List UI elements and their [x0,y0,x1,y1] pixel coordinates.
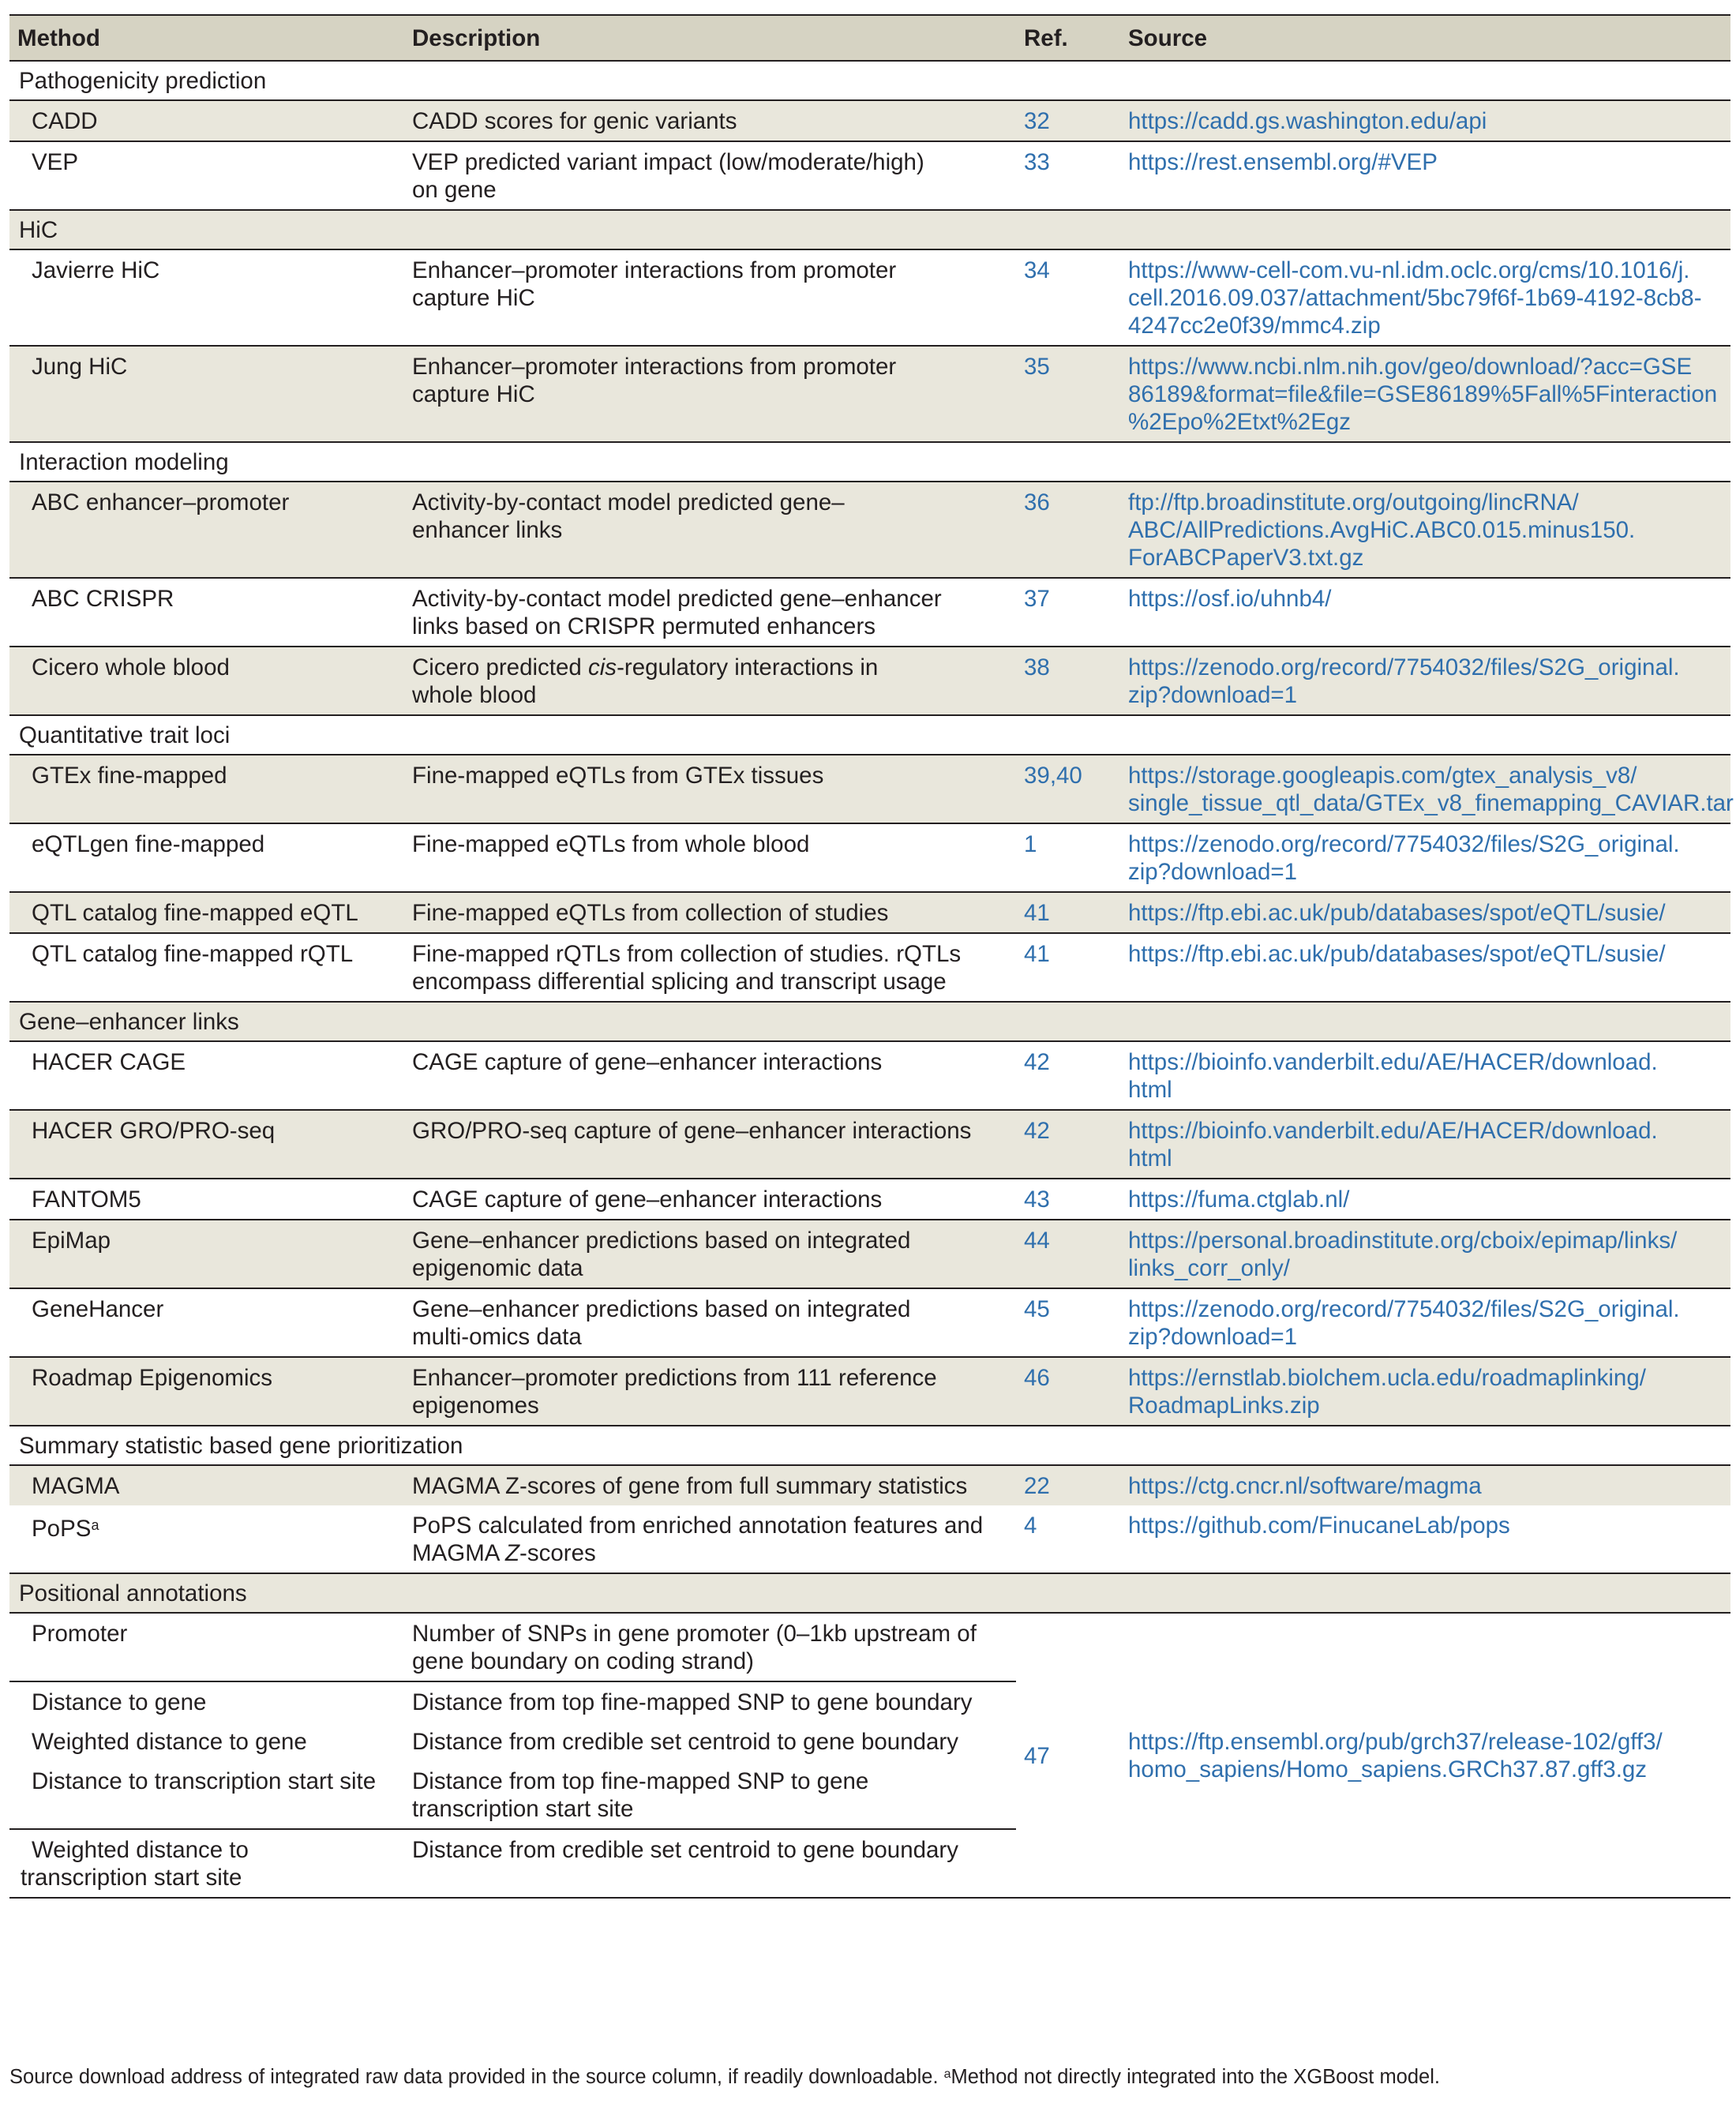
section-row [9,442,1730,482]
source-line: https://zenodo.org/record/7754032/files/S2G_original. [1128,831,1680,857]
table-row [9,1288,1730,1357]
source-line: https://bioinfo.vanderbilt.edu/AE/HACER/download. [1128,1118,1658,1144]
ref-link[interactable]: 32 [1024,108,1050,134]
description-line: epigenomes [412,1393,539,1419]
source-link[interactable] [1117,1288,1730,1357]
ref-link[interactable]: 33 [1024,149,1050,175]
description-line: Enhancer–promoter interactions from promoter [412,257,897,283]
source-line: single_tissue_qtl_data/GTEx_v8_finemapping_CAVIAR.tar [1128,790,1734,816]
footnote-marker: a [943,2067,951,2081]
table-row [9,249,1730,346]
description-line: Enhancer–promoter interactions from promoter [412,354,897,380]
table-row [9,100,1730,141]
header-description: Description [412,24,541,51]
description-text: -regulatory interactions in [617,654,879,680]
description-cell [404,1505,1016,1573]
description-cell [404,578,1016,647]
source-line: cell.2016.09.037/attachment/5bc79f6f-1b69-4192-8cb8- [1128,285,1702,311]
description-line: gene boundary on coding strand) [412,1648,754,1674]
description-line: epigenomic data [412,1255,583,1281]
description-cell: Distance from top fine-mapped SNP to gene boundary [412,1689,973,1715]
source-link[interactable] [1117,482,1730,578]
header-method: Method [17,24,100,51]
ref-link[interactable]: 44 [1024,1228,1050,1254]
source-line: zip?download=1 [1128,859,1298,885]
source-line: %2Epo%2Etxt%2Egz [1128,409,1352,435]
description-cell [404,647,1016,715]
method-cell: VEP [32,149,79,175]
table-row [9,1505,1730,1573]
description-italic: Z [505,1540,520,1566]
description-cell [404,1220,1016,1288]
method-name: PoPS [32,1516,92,1542]
description-cell [404,1357,1016,1426]
ref-link[interactable]: 45 [1024,1296,1050,1322]
description-cell [404,933,1016,1002]
section-title: Positional annotations [19,1580,247,1606]
description-cell: CAGE capture of gene–enhancer interactions [412,1049,883,1075]
method-cell [9,1505,404,1573]
table-header-row [9,15,1730,61]
description-line: Activity-by-contact model predicted gene–enhancer [412,586,942,612]
ref-link[interactable]: 41 [1024,900,1050,926]
source-line: https://bioinfo.vanderbilt.edu/AE/HACER/download. [1128,1049,1658,1075]
source-link[interactable] [1117,755,1734,823]
description-line: Distance from top fine-mapped SNP to gene [412,1768,869,1794]
source-line: ForABCPaperV3.txt.gz [1128,545,1364,571]
source-line: ABC/AllPredictions.AvgHiC.ABC0.015.minus150. [1128,517,1636,543]
source-link[interactable] [1117,1220,1730,1288]
method-cell: eQTLgen fine-mapped [32,831,265,857]
ref-link[interactable]: 47 [1016,1613,1117,1898]
description-cell [404,346,1016,442]
method-cell: Promoter [9,1613,404,1681]
description-line: on gene [412,177,497,203]
source-line: zip?download=1 [1128,1324,1298,1350]
ref-link[interactable]: 42 [1024,1049,1050,1075]
source-line: links_corr_only/ [1128,1255,1290,1281]
method-cell: MAGMA [32,1473,120,1499]
table-row [9,1613,1730,1681]
method-cell: Roadmap Epigenomics [32,1365,272,1391]
source-link[interactable] [1117,249,1730,346]
table-row [9,141,1730,210]
source-line: 86189&format=file&file=GSE86189%5Fall%5Finteraction [1128,381,1718,407]
description-line: Activity-by-contact model predicted gene– [412,489,845,515]
ref-link[interactable]: 1 [1024,831,1037,857]
description-cell: CAGE capture of gene–enhancer interactions [412,1186,883,1213]
method-cell: ABC CRISPR [32,586,174,612]
source-line: https://zenodo.org/record/7754032/files/S2G_original. [1128,654,1680,680]
table-row [9,1179,1730,1220]
section-title: Interaction modeling [19,449,229,475]
description-line: Gene–enhancer predictions based on integrated [412,1228,911,1254]
description-line: multi-omics data [412,1324,582,1350]
method-cell: FANTOM5 [32,1186,141,1213]
source-line: https://www-cell-com.vu-nl.idm.oclc.org/cms/10.1016/j. [1128,257,1690,283]
source-link[interactable] [1117,823,1730,892]
method-line: Weighted distance to [32,1837,249,1863]
section-title: Quantitative trait loci [19,722,231,748]
method-cell: QTL catalog fine-mapped eQTL [32,900,358,926]
section-row [9,1573,1730,1613]
header-ref: Ref. [1024,24,1068,51]
description-line: PoPS calculated from enriched annotation features and [412,1513,984,1539]
source-link[interactable] [1117,346,1730,442]
source-line: RoadmapLinks.zip [1128,1393,1320,1419]
ref-link[interactable]: 46 [1024,1365,1050,1391]
source-link[interactable]: https://cadd.gs.washington.edu/api [1128,108,1487,134]
table-row [9,346,1730,442]
source-line: ftp://ftp.broadinstitute.org/outgoing/lincRNA/ [1128,489,1579,515]
method-cell: CADD [32,108,98,134]
ref-link[interactable]: 42 [1024,1118,1050,1144]
ref-link[interactable]: 34 [1024,257,1050,283]
description-cell: Distance from credible set centroid to gene boundary [412,1729,958,1755]
source-line: https://zenodo.org/record/7754032/files/S2G_original. [1128,1296,1680,1322]
section-row [9,61,1730,100]
ref-link[interactable]: 43 [1024,1186,1050,1213]
method-cell: QTL catalog fine-mapped rQTL [32,941,354,967]
source-link[interactable] [1117,1613,1730,1898]
source-link[interactable]: https://ftp.ebi.ac.uk/pub/databases/spot/eQTL/susie/ [1128,941,1666,967]
source-line: https://storage.googleapis.com/gtex_analysis_v8/ [1128,763,1637,789]
table-row [9,892,1730,933]
source-link[interactable]: https://osf.io/uhnb4/ [1128,586,1332,612]
ref-link[interactable]: 38 [1024,654,1050,680]
description-line: transcription start site [412,1796,634,1822]
description-cell [404,482,1016,578]
description-text: MAGMA [412,1540,506,1566]
ref-link[interactable]: 39,40 [1024,763,1082,789]
description-cell [404,1761,1016,1829]
method-cell: Weighted distance to gene [32,1729,307,1755]
table-row [9,482,1730,578]
source-link[interactable]: https://ctg.cncr.nl/software/magma [1128,1473,1482,1499]
table-row [9,755,1730,823]
ref-link[interactable]: 22 [1024,1473,1050,1499]
source-line: https://ernstlab.biolchem.ucla.edu/roadmaplinking/ [1128,1365,1646,1391]
table-row [9,1465,1730,1505]
source-line: https://ftp.ensembl.org/pub/grch37/release-102/gff3/ [1128,1729,1663,1755]
description-cell: GRO/PRO-seq capture of gene–enhancer interactions [412,1118,972,1144]
description-cell: Fine-mapped eQTLs from collection of studies [412,900,889,926]
data-sources-table [9,14,1734,1899]
method-cell: EpiMap [32,1228,111,1254]
ref-link[interactable]: 35 [1024,354,1050,380]
method-cell: Javierre HiC [32,257,160,283]
footnote-text: Source download address of integrated raw data provided in the source column, if readily downloadable. [9,2066,944,2088]
description-line: enhancer links [412,517,563,543]
method-cell: HACER GRO/PRO-seq [32,1118,276,1144]
source-line: html [1128,1145,1172,1171]
source-line: 4247cc2e0f39/mmc4.zip [1128,313,1381,339]
description-line: capture HiC [412,381,535,407]
source-link[interactable]: https://ftp.ebi.ac.uk/pub/databases/spot/eQTL/susie/ [1128,900,1666,926]
description-line: VEP predicted variant impact (low/moderate/high) [412,149,924,175]
description-text: Cicero predicted [412,654,588,680]
section-row [9,210,1730,249]
description-cell [404,1288,1016,1357]
description-italic: cis [588,654,617,680]
source-line: homo_sapiens/Homo_sapiens.GRCh37.87.gff3.gz [1128,1756,1648,1782]
table-row [9,1041,1730,1110]
source-link[interactable] [1117,1357,1730,1426]
description-cell: MAGMA Z-scores of gene from full summary statistics [412,1473,968,1499]
description-text: -scores [519,1540,596,1566]
source-link[interactable] [1117,1041,1730,1110]
source-link[interactable] [1117,1110,1730,1179]
ref-link[interactable]: 36 [1024,489,1050,515]
table-footnote [9,2062,1730,2090]
method-cell: HACER CAGE [32,1049,186,1075]
source-line: html [1128,1077,1172,1103]
description-cell [404,249,1016,346]
method-cell: GeneHancer [32,1296,164,1322]
source-line: https://personal.broadinstitute.org/cboix/epimap/links/ [1128,1228,1678,1254]
description-line: whole blood [412,682,537,708]
section-title: Pathogenicity prediction [19,68,267,94]
section-title: Summary statistic based gene prioritization [19,1433,463,1459]
description-cell [404,141,1016,210]
method-cell: Distance to transcription start site [9,1761,404,1829]
method-cell: Jung HiC [32,354,128,380]
table-row [9,823,1730,892]
description-cell [404,1613,1016,1681]
source-line: https://www.ncbi.nlm.nih.gov/geo/download/?acc=GSE [1128,354,1693,380]
method-cell [9,1829,404,1898]
description-line: Number of SNPs in gene promoter (0–1kb upstream of [412,1621,977,1647]
section-row [9,1002,1730,1041]
description-cell: CADD scores for genic variants [412,108,737,134]
method-cell: ABC enhancer–promoter [32,489,290,515]
method-cell: Distance to gene [32,1689,207,1715]
section-row [9,1426,1730,1465]
table-row [9,578,1730,647]
footnote-text: Method not directly integrated into the XGBoost model. [950,2066,1440,2088]
table-row [9,1110,1730,1179]
description-cell: Fine-mapped eQTLs from whole blood [412,831,810,857]
source-line: zip?download=1 [1128,682,1298,708]
header-source: Source [1128,24,1208,51]
table-row [9,933,1730,1002]
source-link[interactable]: https://github.com/FinucaneLab/pops [1128,1513,1510,1539]
table-row [9,1357,1730,1426]
table-row [9,1220,1730,1288]
ref-link[interactable]: 37 [1024,586,1050,612]
footnote-marker: a [91,1517,99,1533]
method-line: transcription start site [21,1865,242,1891]
description-cell: Fine-mapped eQTLs from GTEx tissues [412,763,824,789]
ref-link[interactable]: 41 [1024,941,1050,967]
method-cell: Cicero whole blood [32,654,230,680]
description-cell: Distance from credible set centroid to gene boundary [404,1829,1016,1898]
description-line: Fine-mapped rQTLs from collection of studies. rQTLs [412,941,962,967]
description-line: links based on CRISPR permuted enhancers [412,613,876,639]
description-line: Enhancer–promoter predictions from 111 reference [412,1365,937,1391]
section-row [9,715,1730,755]
source-link[interactable]: https://rest.ensembl.org/#VEP [1128,149,1438,175]
source-link[interactable]: https://fuma.ctglab.nl/ [1128,1186,1350,1213]
table-row [9,647,1730,715]
method-cell: GTEx fine-mapped [32,763,227,789]
description-line: capture HiC [412,285,535,311]
section-title: Gene–enhancer links [19,1009,239,1035]
description-line: Gene–enhancer predictions based on integrated [412,1296,911,1322]
description-line: encompass differential splicing and transcript usage [412,969,947,995]
ref-link[interactable]: 4 [1024,1513,1037,1539]
section-title: HiC [19,217,58,243]
source-link[interactable] [1117,647,1730,715]
